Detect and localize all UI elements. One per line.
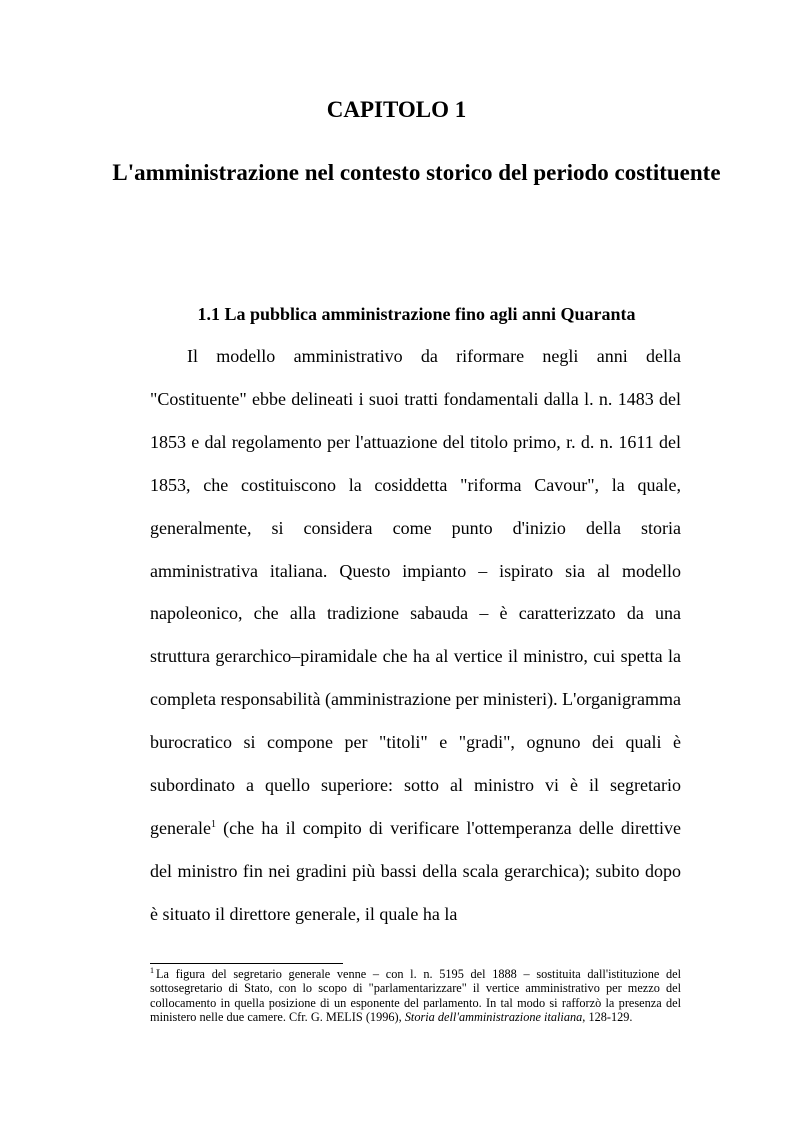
footnote-pages: , 128-129.: [582, 1010, 633, 1025]
footnote-divider: [150, 963, 343, 964]
body-text-part-1: Il modello amministrativo da riformare negli anni della "Costituente" ebbe delineati i suoi tratti fondamentali dalla l. n. 1483 del 1853 e dal regolamento per l'attuazione del titolo primo, r. d. n. 1611 del 1853, che costituiscono la cosiddetta "riforma Cavour", la quale, generalmente, si considera come punto d'inizio della storia amministrativa italiana. Questo impianto – ispirato sia al modello napoleonico, che alla tradizione sabauda – è caratterizzato da una struttura gerarchico–piramidale che ha al vertice il ministro, cui spetta la completa responsabilità (amministrazione per ministeri). L'organigramma burocratico si compone per "titoli" e "gradi", ognuno dei quali è subordinato a quello superiore: sotto al ministro vi è il segretario generale: [150, 346, 681, 838]
section-heading: 1.1 La pubblica amministrazione fino agli anni Quaranta: [197, 304, 636, 324]
body-text: [150, 335, 681, 936]
chapter-number: CAPITOLO 1: [326, 97, 467, 122]
footnote-reference[interactable]: 1: [210, 818, 216, 830]
footnote-number: 1: [150, 966, 154, 975]
body-text-part-2: (che ha il compito di verificare l'ottemperanza delle direttive del ministro fin nei gradini più bassi della scala gerarchica); subito dopo è situato il direttore generale, il quale ha la: [150, 817, 681, 924]
body-paragraph: [150, 335, 681, 936]
footnote-work-title: Storia dell'amministrazione italiana: [404, 1010, 583, 1025]
chapter-title: L'amministrazione nel contesto storico del periodo costituente: [112, 160, 721, 185]
footnote: [150, 967, 681, 1025]
footnote-text: La figura del segretario generale venne – con l. n. 5195 del 1888 – sostituita dall'istituzione del sottosegretario di Stato, con lo scopo di "parlamentarizzare" il vertice amministrativo per mezzo del collocamento in quella posizione di un esponente del parlamento. In tal modo si rafforzò la presenza del ministero nelle due camere. Cfr. G. MELIS (1996),: [150, 967, 681, 1025]
